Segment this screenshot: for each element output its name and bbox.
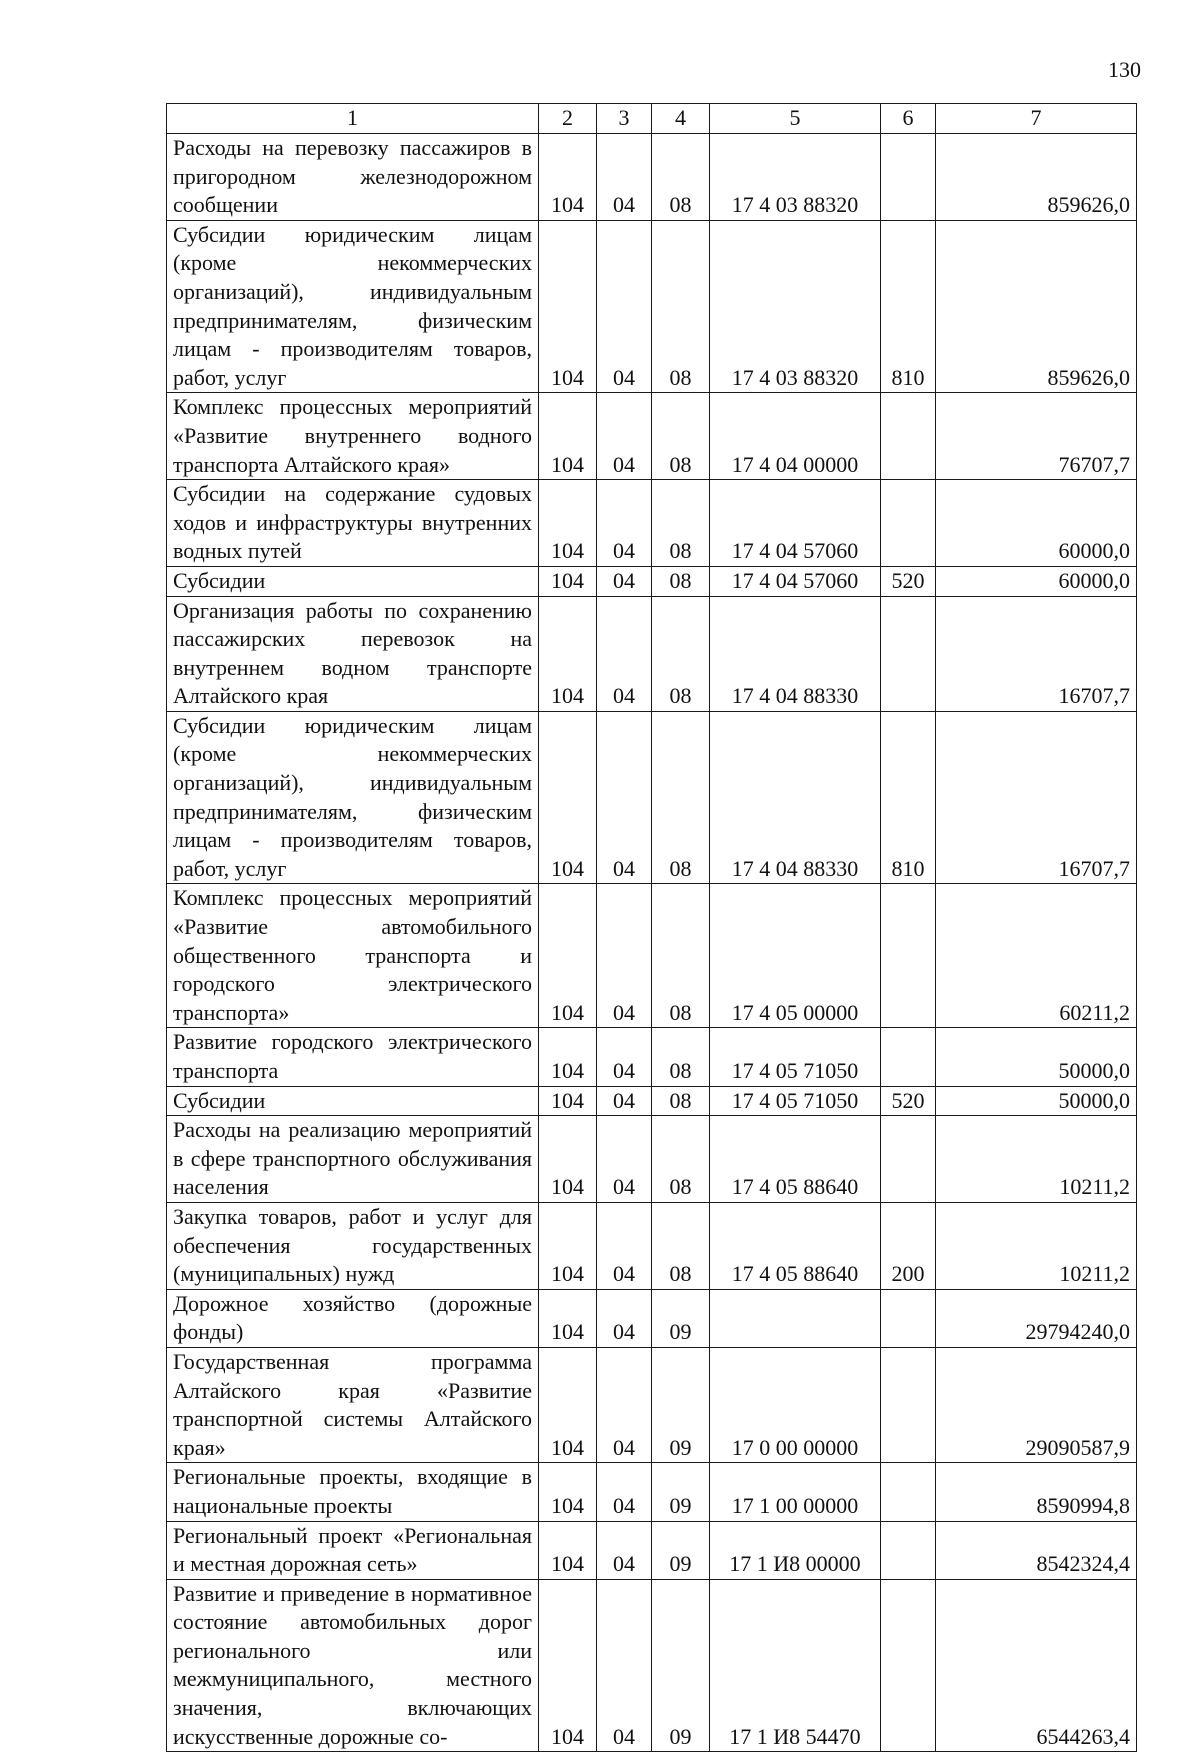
header-row bbox=[167, 104, 1137, 134]
row-target-article-cell: 17 4 04 00000 bbox=[710, 393, 881, 480]
row-name-cell: Комплекс процессных мероприятий «Развитие автомобильного общественного транспорта и городского электрического транспорта» bbox=[167, 884, 539, 1028]
row-sum-cell: 10211,2 bbox=[936, 1202, 1137, 1289]
table-row bbox=[167, 566, 1137, 596]
row-target-article-cell: 17 4 03 88320 bbox=[710, 220, 881, 393]
page-number: 130 bbox=[1108, 57, 1141, 82]
row-ministry-code-cell: 104 bbox=[539, 884, 597, 1028]
row-ministry-code-cell: 104 bbox=[539, 1521, 597, 1579]
row-subsection-cell: 08 bbox=[652, 220, 710, 393]
row-expense-type-cell bbox=[881, 1289, 936, 1347]
row-sum-cell: 16707,7 bbox=[936, 596, 1137, 711]
row-ministry-code-cell: 104 bbox=[539, 134, 597, 221]
row-expense-type-cell bbox=[881, 596, 936, 711]
row-name-cell: Субсидии bbox=[167, 566, 539, 596]
row-ministry-code-cell: 104 bbox=[539, 1202, 597, 1289]
row-subsection-cell: 08 bbox=[652, 566, 710, 596]
table-row bbox=[167, 134, 1137, 221]
row-target-article-cell: 17 4 05 00000 bbox=[710, 884, 881, 1028]
row-sum-cell: 8542324,4 bbox=[936, 1521, 1137, 1579]
row-subsection-cell: 08 bbox=[652, 1028, 710, 1086]
row-target-article-cell: 17 4 03 88320 bbox=[710, 134, 881, 221]
row-name-cell: Организация работы по сохранению пассажирских перевозок на внутреннем водном транспорте Алтайского края bbox=[167, 596, 539, 711]
row-sum-cell: 10211,2 bbox=[936, 1116, 1137, 1203]
row-expense-type-cell bbox=[881, 1579, 936, 1752]
row-subsection-cell: 08 bbox=[652, 711, 710, 884]
table-row bbox=[167, 480, 1137, 567]
row-name-cell: Развитие и приведение в нормативное состояние автомобильных дорог регионального или межмуниципального, местного значения, включающих искусственные дорожные со- bbox=[167, 1579, 539, 1752]
header-col-5: 5 bbox=[710, 104, 881, 134]
row-expense-type-cell bbox=[881, 1347, 936, 1462]
row-sum-cell: 859626,0 bbox=[936, 220, 1137, 393]
row-section-cell: 04 bbox=[597, 1521, 652, 1579]
header-col-2: 2 bbox=[539, 104, 597, 134]
table-row bbox=[167, 1202, 1137, 1289]
row-name-cell: Расходы на реализацию мероприятий в сфере транспортного обслуживания населения bbox=[167, 1116, 539, 1203]
table-row bbox=[167, 220, 1137, 393]
row-target-article-cell: 17 4 05 88640 bbox=[710, 1202, 881, 1289]
row-sum-cell: 29794240,0 bbox=[936, 1289, 1137, 1347]
table-row bbox=[167, 1347, 1137, 1462]
table-row bbox=[167, 1086, 1137, 1116]
row-subsection-cell: 09 bbox=[652, 1521, 710, 1579]
row-target-article-cell: 17 4 04 88330 bbox=[710, 711, 881, 884]
table-row bbox=[167, 884, 1137, 1028]
row-subsection-cell: 09 bbox=[652, 1579, 710, 1752]
header-col-4: 4 bbox=[652, 104, 710, 134]
row-expense-type-cell bbox=[881, 1116, 936, 1203]
row-target-article-cell: 17 4 04 57060 bbox=[710, 480, 881, 567]
row-subsection-cell: 08 bbox=[652, 1116, 710, 1203]
row-section-cell: 04 bbox=[597, 1347, 652, 1462]
row-subsection-cell: 08 bbox=[652, 596, 710, 711]
row-name-cell: Дорожное хозяйство (дорожные фонды) bbox=[167, 1289, 539, 1347]
row-sum-cell: 6544263,4 bbox=[936, 1579, 1137, 1752]
row-target-article-cell: 17 1 И8 54470 bbox=[710, 1579, 881, 1752]
budget-table bbox=[166, 103, 1137, 1752]
row-section-cell: 04 bbox=[597, 884, 652, 1028]
row-section-cell: 04 bbox=[597, 1579, 652, 1752]
row-target-article-cell: 17 0 00 00000 bbox=[710, 1347, 881, 1462]
row-section-cell: 04 bbox=[597, 480, 652, 567]
header-col-6: 6 bbox=[881, 104, 936, 134]
row-ministry-code-cell: 104 bbox=[539, 1086, 597, 1116]
row-section-cell: 04 bbox=[597, 1028, 652, 1086]
row-target-article-cell: 17 1 И8 00000 bbox=[710, 1521, 881, 1579]
row-name-cell: Субсидии bbox=[167, 1086, 539, 1116]
row-sum-cell: 60000,0 bbox=[936, 480, 1137, 567]
row-section-cell: 04 bbox=[597, 220, 652, 393]
row-subsection-cell: 08 bbox=[652, 1202, 710, 1289]
row-ministry-code-cell: 104 bbox=[539, 1028, 597, 1086]
row-section-cell: 04 bbox=[597, 566, 652, 596]
row-subsection-cell: 08 bbox=[652, 1086, 710, 1116]
table-row bbox=[167, 1289, 1137, 1347]
row-target-article-cell: 17 4 05 71050 bbox=[710, 1086, 881, 1116]
row-expense-type-cell bbox=[881, 134, 936, 221]
row-name-cell: Государственная программа Алтайского края «Развитие транспортной системы Алтайского края» bbox=[167, 1347, 539, 1462]
row-ministry-code-cell: 104 bbox=[539, 393, 597, 480]
row-expense-type-cell bbox=[881, 884, 936, 1028]
row-section-cell: 04 bbox=[597, 1202, 652, 1289]
row-expense-type-cell: 520 bbox=[881, 1086, 936, 1116]
table-row bbox=[167, 1579, 1137, 1752]
row-target-article-cell: 17 4 04 88330 bbox=[710, 596, 881, 711]
row-sum-cell: 16707,7 bbox=[936, 711, 1137, 884]
row-target-article-cell: 17 4 04 57060 bbox=[710, 566, 881, 596]
row-expense-type-cell: 520 bbox=[881, 566, 936, 596]
header-col-7: 7 bbox=[936, 104, 1137, 134]
table-row bbox=[167, 711, 1137, 884]
row-subsection-cell: 09 bbox=[652, 1347, 710, 1462]
row-subsection-cell: 08 bbox=[652, 393, 710, 480]
table-row bbox=[167, 596, 1137, 711]
row-name-cell: Закупка товаров, работ и услуг для обеспечения государственных (муниципальных) нужд bbox=[167, 1202, 539, 1289]
row-ministry-code-cell: 104 bbox=[539, 480, 597, 567]
row-sum-cell: 60000,0 bbox=[936, 566, 1137, 596]
row-subsection-cell: 09 bbox=[652, 1463, 710, 1521]
table-row bbox=[167, 393, 1137, 480]
row-target-article-cell: 17 4 05 88640 bbox=[710, 1116, 881, 1203]
row-subsection-cell: 08 bbox=[652, 884, 710, 1028]
row-expense-type-cell bbox=[881, 393, 936, 480]
row-name-cell: Развитие городского электрического транспорта bbox=[167, 1028, 539, 1086]
row-sum-cell: 76707,7 bbox=[936, 393, 1137, 480]
row-ministry-code-cell: 104 bbox=[539, 1579, 597, 1752]
row-sum-cell: 50000,0 bbox=[936, 1086, 1137, 1116]
row-ministry-code-cell: 104 bbox=[539, 1116, 597, 1203]
row-ministry-code-cell: 104 bbox=[539, 566, 597, 596]
row-expense-type-cell bbox=[881, 1521, 936, 1579]
table-body bbox=[167, 134, 1137, 1752]
row-expense-type-cell: 810 bbox=[881, 220, 936, 393]
row-expense-type-cell bbox=[881, 480, 936, 567]
table-row bbox=[167, 1521, 1137, 1579]
row-subsection-cell: 09 bbox=[652, 1289, 710, 1347]
row-ministry-code-cell: 104 bbox=[539, 1289, 597, 1347]
row-ministry-code-cell: 104 bbox=[539, 711, 597, 884]
row-sum-cell: 8590994,8 bbox=[936, 1463, 1137, 1521]
table-header bbox=[167, 104, 1137, 134]
row-name-cell: Субсидии юридическим лицам (кроме некоммерческих организаций), индивидуальным предпринимателям, физическим лицам - производителям товаров, работ, услуг bbox=[167, 220, 539, 393]
row-name-cell: Региональный проект «Региональная и местная дорожная сеть» bbox=[167, 1521, 539, 1579]
row-sum-cell: 859626,0 bbox=[936, 134, 1137, 221]
row-name-cell: Субсидии на содержание судовых ходов и инфраструктуры внутренних водных путей bbox=[167, 480, 539, 567]
row-subsection-cell: 08 bbox=[652, 134, 710, 221]
row-section-cell: 04 bbox=[597, 1116, 652, 1203]
row-subsection-cell: 08 bbox=[652, 480, 710, 567]
row-ministry-code-cell: 104 bbox=[539, 220, 597, 393]
table-row bbox=[167, 1116, 1137, 1203]
row-name-cell: Субсидии юридическим лицам (кроме некоммерческих организаций), индивидуальным предпринимателям, физическим лицам - производителям товаров, работ, услуг bbox=[167, 711, 539, 884]
row-name-cell: Региональные проекты, входящие в национальные проекты bbox=[167, 1463, 539, 1521]
header-col-1: 1 bbox=[167, 104, 539, 134]
row-ministry-code-cell: 104 bbox=[539, 596, 597, 711]
table-row bbox=[167, 1463, 1137, 1521]
table-row bbox=[167, 1028, 1137, 1086]
row-section-cell: 04 bbox=[597, 711, 652, 884]
row-ministry-code-cell: 104 bbox=[539, 1347, 597, 1462]
row-expense-type-cell bbox=[881, 1028, 936, 1086]
row-target-article-cell: 17 4 05 71050 bbox=[710, 1028, 881, 1086]
row-expense-type-cell bbox=[881, 1463, 936, 1521]
row-sum-cell: 50000,0 bbox=[936, 1028, 1137, 1086]
row-section-cell: 04 bbox=[597, 1086, 652, 1116]
row-name-cell: Расходы на перевозку пассажиров в пригородном железнодорожном сообщении bbox=[167, 134, 539, 221]
row-target-article-cell: 17 1 00 00000 bbox=[710, 1463, 881, 1521]
row-name-cell: Комплекс процессных мероприятий «Развитие внутреннего водного транспорта Алтайского края» bbox=[167, 393, 539, 480]
row-section-cell: 04 bbox=[597, 596, 652, 711]
row-ministry-code-cell: 104 bbox=[539, 1463, 597, 1521]
row-expense-type-cell: 200 bbox=[881, 1202, 936, 1289]
row-sum-cell: 60211,2 bbox=[936, 884, 1137, 1028]
row-section-cell: 04 bbox=[597, 1463, 652, 1521]
row-section-cell: 04 bbox=[597, 134, 652, 221]
row-target-article-cell bbox=[710, 1289, 881, 1347]
row-section-cell: 04 bbox=[597, 1289, 652, 1347]
row-expense-type-cell: 810 bbox=[881, 711, 936, 884]
row-sum-cell: 29090587,9 bbox=[936, 1347, 1137, 1462]
row-section-cell: 04 bbox=[597, 393, 652, 480]
header-col-3: 3 bbox=[597, 104, 652, 134]
